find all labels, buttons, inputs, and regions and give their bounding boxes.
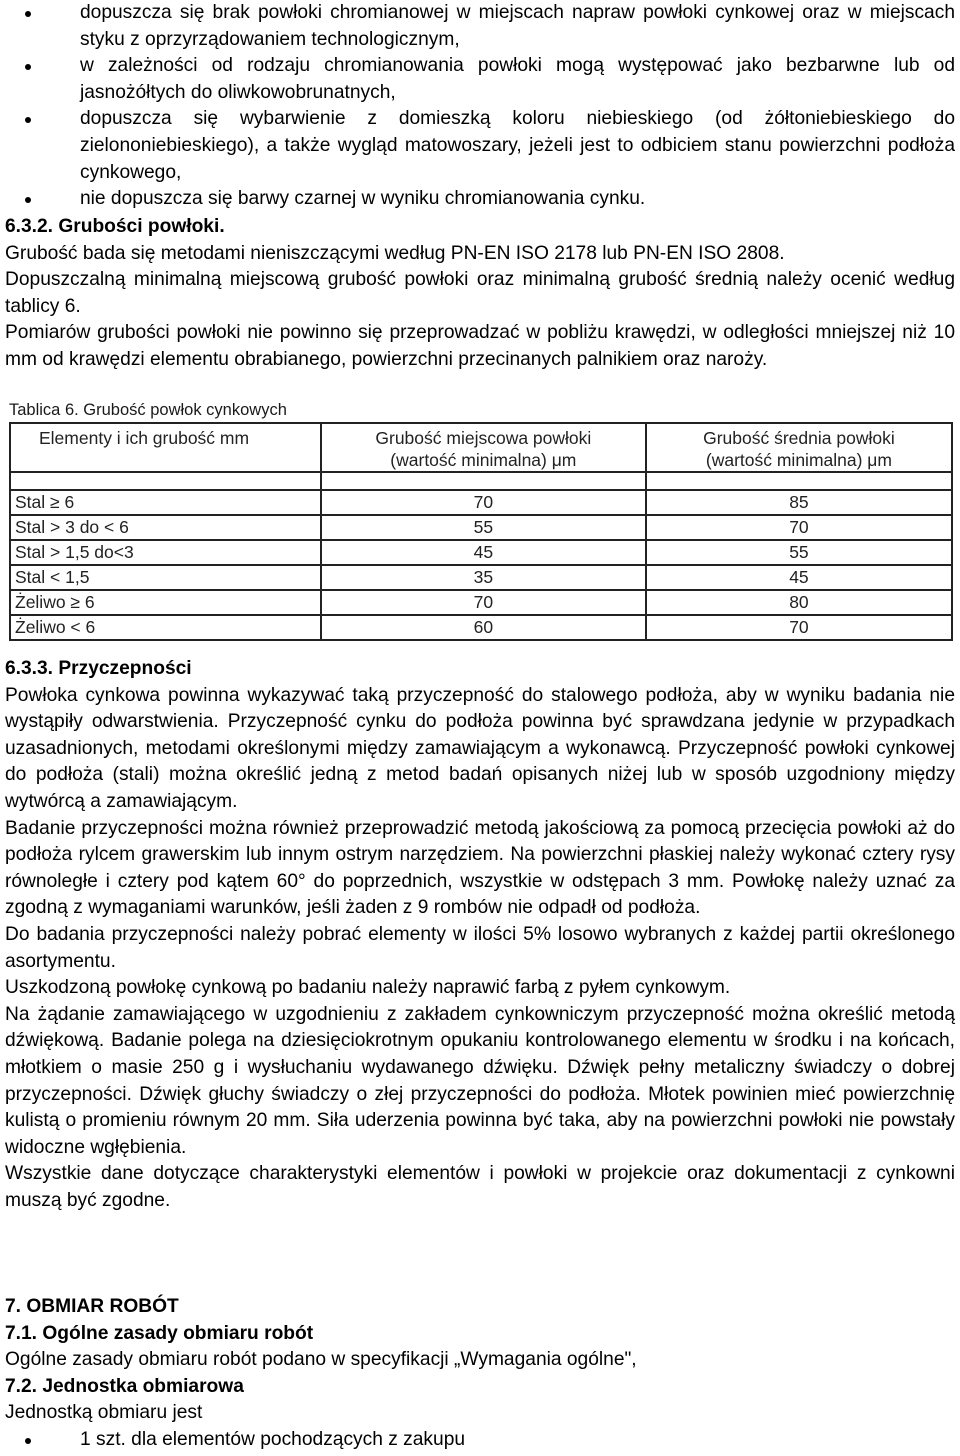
- bullet-list-units: [5, 1427, 955, 1454]
- table-row: Stal > 3 do < 6 55 70: [10, 515, 952, 540]
- list-item: dopuszcza się wybarwienie z domieszką koloru niebieskiego (od żółtoniebieskiego do zielononiebieskiego), a także wygląd matowoszary, jeżeli jest to odbiciem stanu powierzchni podłoża cynkowego,: [5, 106, 955, 186]
- bullet-list-coating-appearance: [5, 0, 955, 213]
- paragraph: Grubość bada się metodami nieniszczącymi według PN-EN ISO 2178 lub PN-EN ISO 2808.: [5, 242, 785, 264]
- list-item: w zależności od rodzaju chromianowania powłoki mogą występować jako bezbarwne lub od jasnożółtych do oliwkowobrunatnych,: [5, 53, 955, 106]
- bullet-icon: [25, 117, 31, 123]
- paragraph: Do badania przyczepności należy pobrać elementy w ilości 5% losowo wybranych z każdej partii określonego asortymentu.: [5, 923, 955, 972]
- list-item: nie dopuszcza się barwy czarnej w wyniku chromianowania cynku.: [5, 186, 955, 213]
- bullet-icon: [25, 1438, 31, 1444]
- column-header: Grubość średnia powłoki (wartość minimalna) μm: [646, 423, 952, 472]
- table-row: Żeliwo ≥ 6 70 80: [10, 590, 952, 615]
- table-header-row: [10, 423, 952, 472]
- bullet-icon: [25, 11, 31, 17]
- section-heading: 7. OBMIAR ROBÓT: [5, 1296, 179, 1317]
- subsection-heading: 7.2. Jednostka obmiarowa: [5, 1375, 244, 1397]
- bullet-icon: [25, 64, 31, 70]
- paragraph: Uszkodzoną powłokę cynkową po badaniu należy naprawić farbą z pyłem cynkowym.: [5, 977, 731, 999]
- bullet-icon: [25, 197, 31, 203]
- paragraph: Pomiarów grubości powłoki nie powinno się przeprowadzać w pobliżu krawędzi, w odległości mniejszej niż 10 mm od krawędzi elementu obrabianego, powierzchni przecinanych palnikiem oraz naroży.: [5, 322, 955, 370]
- paragraph: Badanie przyczepności można również przeprowadzić metodą jakościową za pomocą przecięcia powłoki aż do podłoża rylcem grawerskim lub innym ostrym narzędziem. Na powierzchni płaskiej należy wykonać cztery rysy równoległe i cztery pod kątem 60° do poprzednich, wszystkie w odstępach 3 mm. Powłokę należy uznać za zgodną z wymaganiami warunków, jeśli żaden z 9 rombów nie odpadł od podłoża.: [5, 817, 955, 919]
- table-row: Żeliwo < 6 60 70: [10, 615, 952, 640]
- list-item: 1 szt. dla elementów pochodzących z zakupu: [5, 1427, 955, 1454]
- section-7: [5, 1294, 955, 1454]
- paragraph: Dopuszczalną minimalną miejscową grubość powłoki oraz minimalną grubość średnią należy ocenić według tablicy 6.: [5, 269, 955, 317]
- column-header: Grubość miejscowa powłoki (wartość minimalna) μm: [321, 423, 646, 472]
- subsection-heading: 7.1. Ogólne zasady obmiaru robót: [5, 1322, 314, 1344]
- table-row: Stal ≥ 6 70 85: [10, 490, 952, 515]
- paragraph: Wszystkie dane dotyczące charakterystyki elementów i powłoki w projekcie oraz dokumentacji z cynkowni muszą być zgodne.: [5, 1163, 955, 1211]
- paragraph: Jednostką obmiaru jest: [5, 1402, 203, 1424]
- section-heading: 6.3.2. Grubości powłoki.: [5, 216, 225, 237]
- section-heading: 6.3.3. Przyczepności: [5, 658, 192, 679]
- list-item: dopuszcza się brak powłoki chromianowej w miejscach napraw powłoki cynkowej oraz w miejscach styku z oprzyrządowaniem technologicznym,: [5, 0, 955, 53]
- table-caption: Tablica 6. Grubość powłok cynkowych: [9, 401, 287, 419]
- table-spacer-row: [10, 472, 952, 490]
- paragraph: Ogólne zasady obmiaru robót podano w specyfikacji „Wymagania ogólne",: [5, 1349, 637, 1371]
- paragraph: Powłoka cynkowa powinna wykazywać taką przyczepność do stalowego podłoża, aby w wyniku badania nie wystąpiły odwarstwienia. Przyczepność cynku do podłoża powinna być sprawdzana jedynie w przypadkach uzasadnionych, metodami określonymi między zamawiającym a wykonawcą. Przyczepność powłoki cynkowej do podłoża (stali) można określić jedną z metod badań opisanych niżej lub w sposób uzgodniony między wytwórcą a zamawiającym.: [5, 684, 955, 812]
- paragraph: Na żądanie zamawiającego w uzgodnieniu z zakładem cynkowniczym przyczepność można określić metodą dźwiękową. Badanie polega na dziesięciokrotnym opukaniu kontrolowanego elementu w środku i na końcach, młotkiem o masie 250 g i wysłuchaniu wydawanego dźwięku. Dźwięk pełny metaliczny świadczy o dobrej przyczepności. Dźwięk głuchy świadczy o złej przyczepności do podłoża. Młotek powinien mieć powierzchnię kulistą o promieniu równym 20 mm. Siła uderzenia powinna być taka, aby na powierzchni powłoki nie powstały widoczne wgłębienia.: [5, 1003, 955, 1158]
- table-row: Stal < 1,5 35 45: [10, 565, 952, 590]
- section-6-3-3: [5, 656, 955, 1214]
- section-6-3-2: [5, 214, 955, 374]
- table-row: Stal > 1,5 do<3 45 55: [10, 540, 952, 565]
- column-header: Elementy i ich grubość mm: [10, 423, 321, 472]
- coating-thickness-table: [9, 422, 953, 641]
